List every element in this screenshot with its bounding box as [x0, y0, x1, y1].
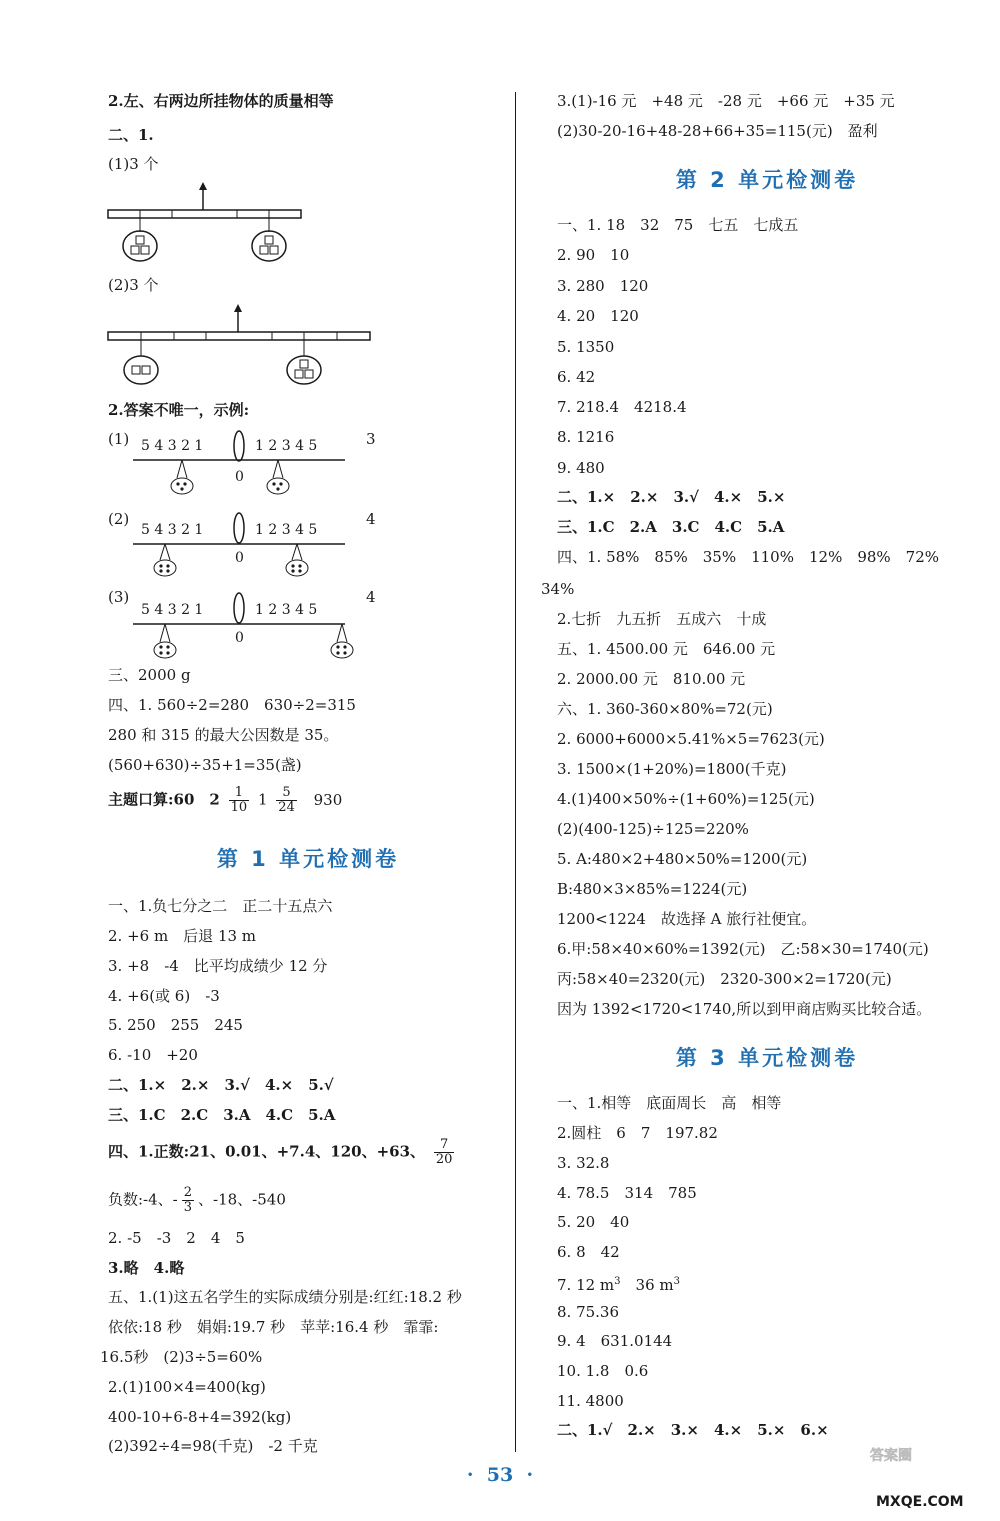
- scale-right-labels: 1 2 3 4 5: [255, 438, 318, 454]
- answer-line: 3. 32.8: [557, 1154, 610, 1172]
- answer-line: 2. 2000.00 元 810.00 元: [557, 670, 746, 688]
- answer-line: 四、1. 560÷2=280 630÷2=315: [108, 696, 356, 714]
- answer-line: 2. 6000+6000×5.41%×5=7623(元): [557, 730, 825, 748]
- answer-line: 3.略 4.略: [108, 1259, 185, 1277]
- answer-line: 3. 1500×(1+20%)=1800(千克): [557, 760, 787, 778]
- answer-line: B:480×3×85%=1224(元): [557, 880, 748, 898]
- answer-line: 四、1. 58% 85% 35% 110% 12% 98% 72%: [557, 548, 940, 566]
- answer-line: (2)3 个: [108, 276, 159, 294]
- answer-line: 8. 1216: [557, 428, 615, 446]
- volume-value-1: 7. 12 m: [557, 1276, 615, 1294]
- answer-line: 2.圆柱 6 7 197.82: [557, 1124, 718, 1142]
- answer-line: 1200<1224 故选择 A 旅行社便宜。: [557, 910, 817, 928]
- answer-line: 六、1. 360-360×80%=72(元): [557, 700, 773, 718]
- mental-math-prefix: 主题口算:60 2: [108, 790, 220, 809]
- watermark-logo: [790, 1420, 990, 1510]
- answer-line: 6. 42: [557, 368, 596, 386]
- answer-line: 2. +6 m 后退 13 m: [108, 927, 257, 945]
- answer-line: 11. 4800: [557, 1392, 624, 1410]
- page-number-value: 53: [486, 1464, 514, 1486]
- answer-line: 2.七折 九五折 五成六 十成: [557, 610, 767, 628]
- answer-line: (1)3 个: [108, 155, 159, 173]
- answer-line: 一、1. 18 32 75 七五 七成五: [557, 216, 799, 234]
- answer-line: 5. A:480×2+480×50%=1200(元): [557, 850, 808, 868]
- section-heading-unit-2: 第 2 单元检测卷: [675, 168, 859, 192]
- balance-figure-2: [108, 300, 378, 395]
- balance-count: 4: [366, 588, 376, 606]
- mental-math-line: [108, 786, 342, 815]
- page-number: · 53 ·: [466, 1464, 534, 1486]
- answer-line: 4. 78.5 314 785: [557, 1184, 697, 1202]
- negative-numbers-text: 负数:-4、-: [108, 1190, 178, 1209]
- watermark-en: MXQE.COM: [876, 1494, 964, 1510]
- section-heading-unit-1: 第 1 单元检测卷: [216, 847, 400, 871]
- scale-zero: 0: [235, 550, 244, 566]
- answer-line: 5. 20 40: [557, 1213, 630, 1231]
- answer-line: 4.(1)400×50%÷(1+60%)=125(元): [557, 790, 815, 808]
- answer-line: 34%: [541, 580, 575, 598]
- scale-right-labels: 1 2 3 4 5: [255, 522, 318, 538]
- answer-line: (2)(400-125)÷125=220%: [557, 820, 749, 838]
- column-divider: [515, 92, 516, 1452]
- answer-line: 6. 8 42: [557, 1243, 620, 1261]
- volume-line: [557, 1273, 680, 1294]
- answer-line: 三、2000 g: [108, 666, 191, 684]
- balance-count: 4: [366, 510, 376, 528]
- answer-line: 二、1.× 2.× 3.√ 4.× 5.×: [557, 488, 786, 506]
- answer-line: 二、1.× 2.× 3.√ 4.× 5.√: [108, 1076, 334, 1094]
- answer-line: 五、1. 4500.00 元 646.00 元: [557, 640, 776, 658]
- answer-line: 6.甲:58×40×60%=1392(元) 乙:58×30=1740(元): [557, 940, 929, 958]
- fraction: $\frac{2}{3}$: [183, 1185, 193, 1215]
- negative-numbers-rest: 、-18、-540: [198, 1190, 286, 1209]
- answer-line: 6. -10 +20: [108, 1046, 198, 1064]
- answer-line: 10. 1.8 0.6: [557, 1362, 649, 1380]
- fraction: $\frac{7}{20}$: [435, 1137, 453, 1167]
- answer-line: 3. 280 120: [557, 277, 649, 295]
- balance-label: (3): [108, 588, 130, 606]
- negative-numbers-line: [108, 1186, 286, 1215]
- mental-math-mid: 1: [257, 790, 268, 809]
- mental-math-post: 930: [313, 790, 343, 809]
- answer-line: (2)392÷4=98(千克) -2 千克: [108, 1437, 318, 1455]
- balance-figure-1: [108, 180, 308, 270]
- answer-line: 400-10+6-8+4=392(kg): [108, 1408, 292, 1426]
- positive-numbers-line: [108, 1138, 458, 1167]
- answer-line: (2)30-20-16+48-28+66+35=115(元) 盈利: [557, 122, 878, 140]
- balance-count: 3: [366, 430, 376, 448]
- answer-line: 三、1.C 2.A 3.C 4.C 5.A: [557, 518, 785, 536]
- superscript: 3: [614, 1276, 621, 1287]
- superscript: 3: [673, 1276, 681, 1287]
- answer-line: 4. 20 120: [557, 307, 639, 325]
- balance-label: (1): [108, 430, 130, 448]
- answer-line: 2.答案不唯一，示例:: [108, 401, 250, 419]
- section-heading-unit-3: 第 3 单元检测卷: [675, 1046, 859, 1070]
- answer-line: 5. 1350: [557, 338, 615, 356]
- answer-line: 280 和 315 的最大公因数是 35。: [108, 726, 339, 744]
- answer-line: 2. -5 -3 2 4 5: [108, 1229, 245, 1247]
- scale-right-labels: 1 2 3 4 5: [255, 602, 318, 618]
- answer-line: 五、1.(1)这五名学生的实际成绩分别是:红红:18.2 秒: [108, 1288, 462, 1306]
- fraction: $\frac{5}{24}$: [278, 785, 295, 815]
- answer-line: 二、1.√ 2.× 3.× 4.× 5.× 6.×: [557, 1421, 829, 1439]
- positive-numbers-text: 四、1.正数:21、0.01、+7.4、120、+63、: [108, 1142, 426, 1161]
- scale-zero: 0: [235, 630, 244, 646]
- answer-line: 依依:18 秒 娟娟:19.7 秒 苹苹:16.4 秒 霏霏:: [108, 1318, 439, 1336]
- answer-line: 2.左、右两边所挂物体的质量相等: [108, 92, 334, 110]
- answer-line: 5. 250 255 245: [108, 1016, 243, 1034]
- answer-line: 3. +8 -4 比平均成绩少 12 分: [108, 957, 328, 975]
- scale-left-labels: 5 4 3 2 1: [141, 438, 204, 454]
- answer-line: 9. 480: [557, 459, 605, 477]
- answer-line: 16.5秒 (2)3÷5=60%: [100, 1348, 263, 1366]
- answer-line: 三、1.C 2.C 3.A 4.C 5.A: [108, 1106, 336, 1124]
- lever-figure-1: [133, 426, 353, 501]
- lever-figure-2: [133, 506, 353, 586]
- answer-line: 4. +6(或 6) -3: [108, 987, 220, 1005]
- answer-line: 7. 218.4 4218.4: [557, 398, 687, 416]
- scale-zero: 0: [235, 469, 244, 485]
- answer-line: 一、1.相等 底面周长 高 相等: [557, 1094, 782, 1112]
- lever-figure-3: [133, 588, 358, 668]
- balance-label: (2): [108, 510, 130, 528]
- answer-line: 一、1.负七分之二 正二十五点六: [108, 897, 333, 915]
- answer-line: 二、1.: [108, 126, 154, 144]
- watermark-cn: 答案圈: [870, 1448, 912, 1464]
- answer-line: 2.(1)100×4=400(kg): [108, 1378, 266, 1396]
- answer-line: 2. 90 10: [557, 246, 630, 264]
- answer-line: 9. 4 631.0144: [557, 1332, 673, 1350]
- answer-line: (560+630)÷35+1=35(盏): [108, 756, 302, 774]
- answer-line: 因为 1392<1720<1740,所以到甲商店购买比较合适。: [557, 1000, 932, 1018]
- scale-left-labels: 5 4 3 2 1: [141, 522, 204, 538]
- answer-line: 丙:58×40=2320(元) 2320-300×2=1720(元): [557, 970, 892, 988]
- volume-value-2: 36 m: [620, 1276, 674, 1294]
- answer-line: 8. 75.36: [557, 1303, 620, 1321]
- fraction: $\frac{1}{10}$: [230, 785, 248, 815]
- answer-line: 3.(1)-16 元 +48 元 -28 元 +66 元 +35 元: [557, 92, 895, 110]
- scale-left-labels: 5 4 3 2 1: [141, 602, 204, 618]
